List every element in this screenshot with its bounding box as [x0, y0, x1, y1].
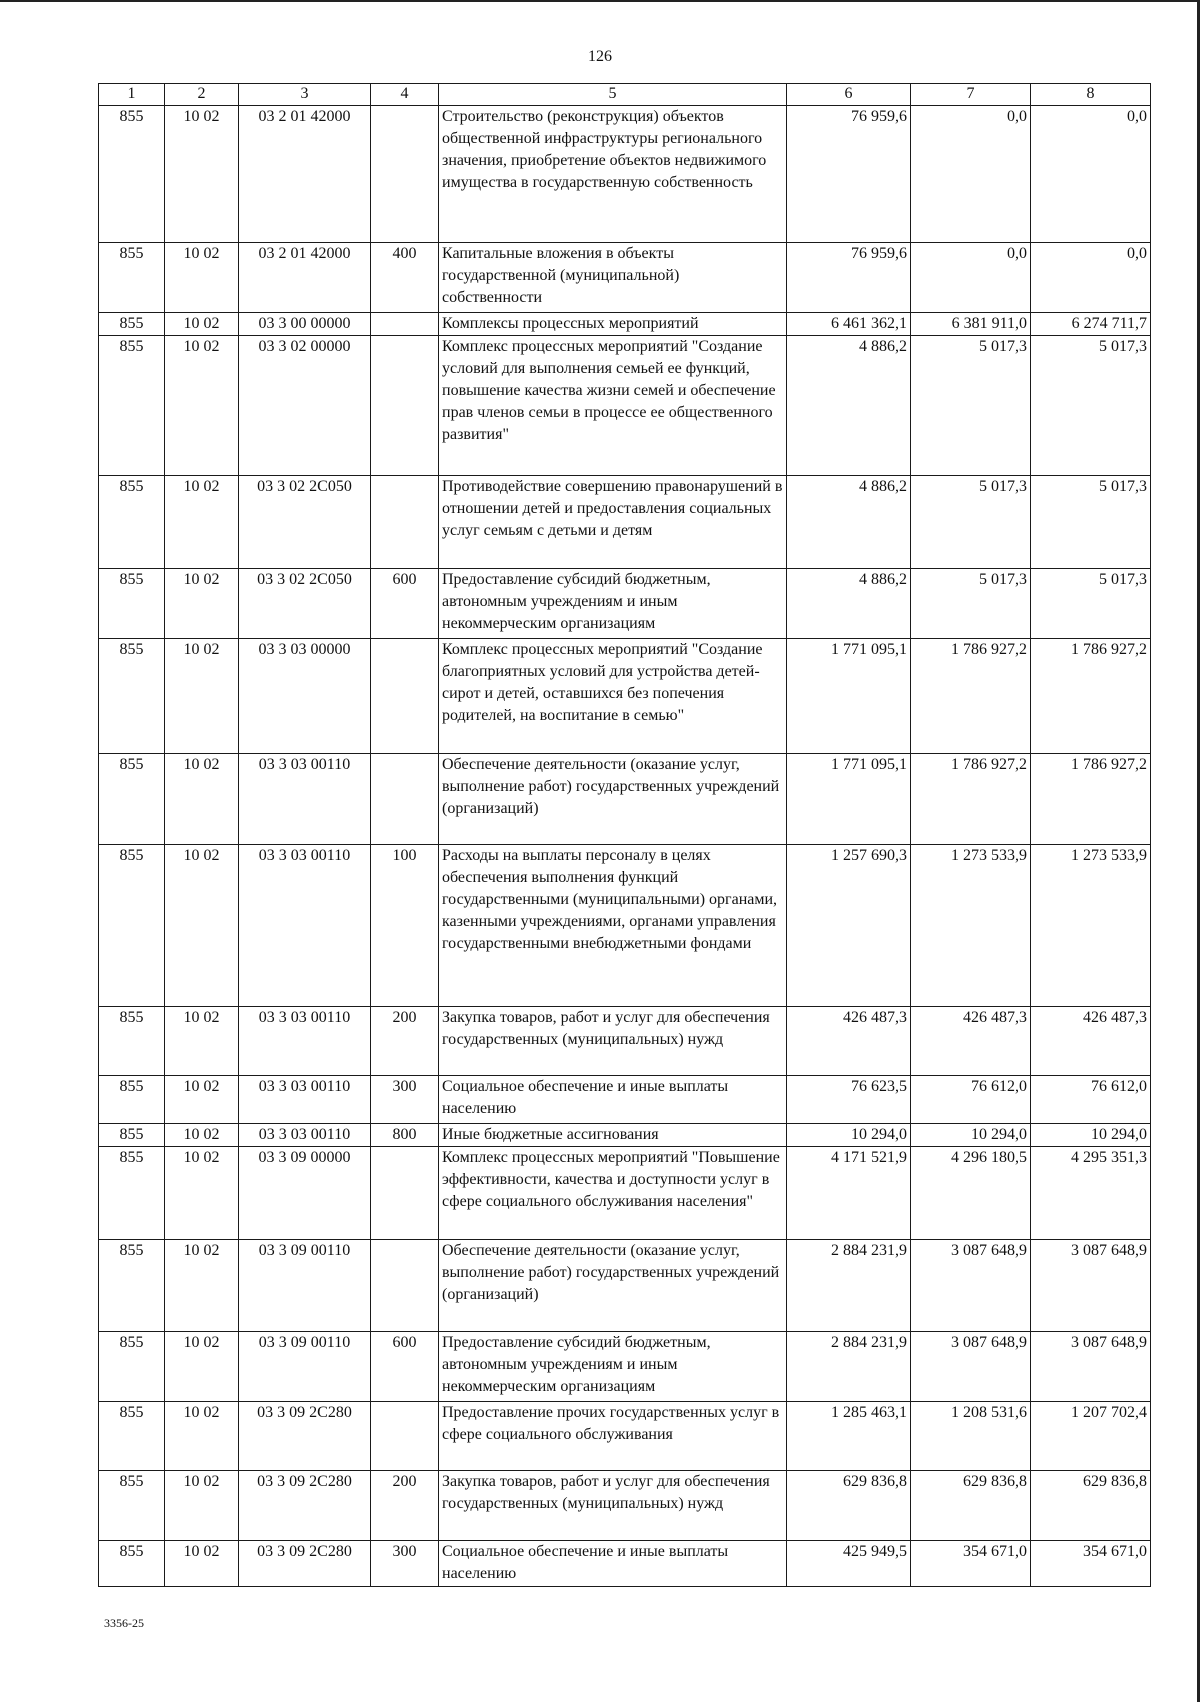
cell-amount-year2: 5 017,3	[911, 336, 1031, 476]
cell-name: Противодействие совершению правонарушений в отношении детей и предоставления социальных услуг семьям с детьми и детям	[439, 476, 787, 569]
cell-target-article: 03 3 02 2C050	[239, 476, 371, 569]
cell-amount-year1: 629 836,8	[787, 1471, 911, 1541]
cell-target-article: 03 3 02 2C050	[239, 569, 371, 639]
cell-name: Обеспечение деятельности (оказание услуг, выполнение работ) государственных учреждений (организаций)	[439, 1240, 787, 1332]
column-header: 8	[1031, 84, 1151, 106]
cell-amount-year2: 1 786 927,2	[911, 639, 1031, 754]
cell-ministry-code: 855	[99, 1076, 165, 1124]
cell-amount-year1: 76 623,5	[787, 1076, 911, 1124]
cell-expense-type	[371, 1402, 439, 1471]
cell-amount-year2: 426 487,3	[911, 1007, 1031, 1076]
cell-amount-year1: 4 886,2	[787, 476, 911, 569]
cell-ministry-code: 855	[99, 639, 165, 754]
cell-target-article: 03 3 03 00110	[239, 1007, 371, 1076]
cell-amount-year1: 1 771 095,1	[787, 754, 911, 845]
cell-ministry-code: 855	[99, 1541, 165, 1587]
table-row	[99, 754, 1151, 845]
column-header: 5	[439, 84, 787, 106]
cell-target-article: 03 3 02 00000	[239, 336, 371, 476]
table-row	[99, 1076, 1151, 1124]
cell-amount-year1: 1 285 463,1	[787, 1402, 911, 1471]
cell-section: 10 02	[165, 639, 239, 754]
cell-target-article: 03 2 01 42000	[239, 106, 371, 243]
column-header: 3	[239, 84, 371, 106]
cell-expense-type: 200	[371, 1007, 439, 1076]
cell-amount-year1: 76 959,6	[787, 106, 911, 243]
table-row	[99, 1240, 1151, 1332]
cell-expense-type	[371, 754, 439, 845]
table-row	[99, 1332, 1151, 1402]
cell-section: 10 02	[165, 1124, 239, 1147]
cell-amount-year2: 76 612,0	[911, 1076, 1031, 1124]
cell-amount-year1: 2 884 231,9	[787, 1332, 911, 1402]
cell-name: Комплекс процессных мероприятий "Создание благоприятных условий для устройства детей-сирот и детей, оставшихся без попечения родителей, на воспитание в семью"	[439, 639, 787, 754]
cell-amount-year3: 10 294,0	[1031, 1124, 1151, 1147]
cell-target-article: 03 3 09 2C280	[239, 1471, 371, 1541]
table-row	[99, 569, 1151, 639]
cell-ministry-code: 855	[99, 243, 165, 313]
table-row	[99, 106, 1151, 243]
cell-expense-type: 600	[371, 1332, 439, 1402]
table-row	[99, 639, 1151, 754]
cell-expense-type: 400	[371, 243, 439, 313]
cell-amount-year2: 4 296 180,5	[911, 1147, 1031, 1240]
table-row	[99, 336, 1151, 476]
cell-amount-year3: 0,0	[1031, 106, 1151, 243]
cell-target-article: 03 3 09 2C280	[239, 1402, 371, 1471]
table-row	[99, 313, 1151, 336]
cell-name: Предоставление субсидий бюджетным, автономным учреждениям и иным некоммерческим организациям	[439, 1332, 787, 1402]
cell-amount-year3: 5 017,3	[1031, 569, 1151, 639]
cell-section: 10 02	[165, 1147, 239, 1240]
scan-edge-top	[0, 0, 1200, 2]
cell-amount-year1: 4 171 521,9	[787, 1147, 911, 1240]
cell-ministry-code: 855	[99, 754, 165, 845]
table-header-row	[99, 84, 1151, 106]
cell-name: Закупка товаров, работ и услуг для обеспечения государственных (муниципальных) нужд	[439, 1471, 787, 1541]
table-row	[99, 1124, 1151, 1147]
cell-ministry-code: 855	[99, 1332, 165, 1402]
cell-target-article: 03 2 01 42000	[239, 243, 371, 313]
table-row	[99, 476, 1151, 569]
cell-amount-year3: 1 786 927,2	[1031, 639, 1151, 754]
cell-amount-year3: 3 087 648,9	[1031, 1240, 1151, 1332]
cell-amount-year1: 6 461 362,1	[787, 313, 911, 336]
cell-amount-year3: 6 274 711,7	[1031, 313, 1151, 336]
cell-amount-year3: 354 671,0	[1031, 1541, 1151, 1587]
cell-amount-year3: 426 487,3	[1031, 1007, 1151, 1076]
cell-expense-type	[371, 336, 439, 476]
cell-amount-year2: 1 208 531,6	[911, 1402, 1031, 1471]
cell-amount-year2: 6 381 911,0	[911, 313, 1031, 336]
cell-amount-year3: 1 207 702,4	[1031, 1402, 1151, 1471]
cell-amount-year2: 1 786 927,2	[911, 754, 1031, 845]
cell-name: Закупка товаров, работ и услуг для обеспечения государственных (муниципальных) нужд	[439, 1007, 787, 1076]
cell-ministry-code: 855	[99, 1402, 165, 1471]
cell-target-article: 03 3 03 00000	[239, 639, 371, 754]
cell-section: 10 02	[165, 1541, 239, 1587]
cell-expense-type	[371, 639, 439, 754]
cell-amount-year1: 4 886,2	[787, 569, 911, 639]
cell-ministry-code: 855	[99, 845, 165, 1007]
cell-expense-type	[371, 476, 439, 569]
cell-expense-type: 300	[371, 1541, 439, 1587]
cell-amount-year2: 1 273 533,9	[911, 845, 1031, 1007]
cell-amount-year1: 10 294,0	[787, 1124, 911, 1147]
cell-name: Социальное обеспечение и иные выплаты населению	[439, 1541, 787, 1587]
cell-name: Предоставление прочих государственных услуг в сфере социального обслуживания	[439, 1402, 787, 1471]
column-header: 1	[99, 84, 165, 106]
cell-amount-year2: 3 087 648,9	[911, 1332, 1031, 1402]
cell-name: Предоставление субсидий бюджетным, автономным учреждениям и иным некоммерческим организациям	[439, 569, 787, 639]
cell-name: Расходы на выплаты персоналу в целях обеспечения выполнения функций государственными (муниципальными) органами, казенными учреждениями, органами управления государственными внебюджетными фондами	[439, 845, 787, 1007]
cell-amount-year3: 5 017,3	[1031, 336, 1151, 476]
cell-name: Комплекс процессных мероприятий "Повышение эффективности, качества и доступности услуг в сфере социального обслуживания населения"	[439, 1147, 787, 1240]
cell-amount-year1: 2 884 231,9	[787, 1240, 911, 1332]
cell-amount-year3: 4 295 351,3	[1031, 1147, 1151, 1240]
column-header: 6	[787, 84, 911, 106]
cell-expense-type	[371, 313, 439, 336]
cell-name: Обеспечение деятельности (оказание услуг, выполнение работ) государственных учреждений (организаций)	[439, 754, 787, 845]
cell-target-article: 03 3 09 00110	[239, 1332, 371, 1402]
cell-amount-year2: 354 671,0	[911, 1541, 1031, 1587]
cell-section: 10 02	[165, 1332, 239, 1402]
cell-expense-type: 100	[371, 845, 439, 1007]
cell-target-article: 03 3 09 00110	[239, 1240, 371, 1332]
cell-ministry-code: 855	[99, 1124, 165, 1147]
cell-section: 10 02	[165, 1007, 239, 1076]
table-row	[99, 845, 1151, 1007]
cell-target-article: 03 3 03 00110	[239, 1076, 371, 1124]
cell-name: Капитальные вложения в объекты государственной (муниципальной) собственности	[439, 243, 787, 313]
cell-name: Комплекс процессных мероприятий "Создание условий для выполнения семьей ее функций, повышение качества жизни семей и обеспечение прав членов семьи в процессе ее общественного развития"	[439, 336, 787, 476]
cell-ministry-code: 855	[99, 569, 165, 639]
cell-amount-year3: 5 017,3	[1031, 476, 1151, 569]
cell-expense-type	[371, 1240, 439, 1332]
cell-expense-type	[371, 1147, 439, 1240]
cell-expense-type: 200	[371, 1471, 439, 1541]
cell-ministry-code: 855	[99, 313, 165, 336]
cell-ministry-code: 855	[99, 1147, 165, 1240]
cell-expense-type	[371, 106, 439, 243]
cell-amount-year2: 10 294,0	[911, 1124, 1031, 1147]
cell-amount-year2: 629 836,8	[911, 1471, 1031, 1541]
document-code: 3356-25	[104, 1616, 144, 1630]
cell-name: Социальное обеспечение и иные выплаты населению	[439, 1076, 787, 1124]
cell-section: 10 02	[165, 1471, 239, 1541]
cell-ministry-code: 855	[99, 1471, 165, 1541]
cell-ministry-code: 855	[99, 1240, 165, 1332]
cell-expense-type: 600	[371, 569, 439, 639]
cell-section: 10 02	[165, 754, 239, 845]
page-number: 126	[588, 48, 612, 65]
cell-amount-year1: 1 771 095,1	[787, 639, 911, 754]
cell-section: 10 02	[165, 569, 239, 639]
cell-amount-year1: 76 959,6	[787, 243, 911, 313]
cell-target-article: 03 3 09 2C280	[239, 1541, 371, 1587]
cell-amount-year1: 425 949,5	[787, 1541, 911, 1587]
cell-section: 10 02	[165, 243, 239, 313]
cell-section: 10 02	[165, 336, 239, 476]
cell-target-article: 03 3 03 00110	[239, 1124, 371, 1147]
cell-amount-year3: 76 612,0	[1031, 1076, 1151, 1124]
cell-target-article: 03 3 03 00110	[239, 845, 371, 1007]
cell-expense-type: 300	[371, 1076, 439, 1124]
cell-amount-year3: 629 836,8	[1031, 1471, 1151, 1541]
cell-name: Комплексы процессных мероприятий	[439, 313, 787, 336]
cell-target-article: 03 3 03 00110	[239, 754, 371, 845]
table-row	[99, 1007, 1151, 1076]
cell-section: 10 02	[165, 845, 239, 1007]
column-header: 4	[371, 84, 439, 106]
table-row	[99, 1402, 1151, 1471]
cell-name: Строительство (реконструкция) объектов общественной инфраструктуры регионального значения, приобретение объектов недвижимого имущества в государственную собственность	[439, 106, 787, 243]
cell-name: Иные бюджетные ассигнования	[439, 1124, 787, 1147]
column-header: 7	[911, 84, 1031, 106]
budget-table	[98, 83, 1151, 1587]
cell-amount-year2: 3 087 648,9	[911, 1240, 1031, 1332]
cell-ministry-code: 855	[99, 1007, 165, 1076]
column-header: 2	[165, 84, 239, 106]
cell-amount-year1: 426 487,3	[787, 1007, 911, 1076]
table-row	[99, 243, 1151, 313]
cell-amount-year3: 3 087 648,9	[1031, 1332, 1151, 1402]
cell-amount-year2: 0,0	[911, 106, 1031, 243]
cell-amount-year3: 1 786 927,2	[1031, 754, 1151, 845]
cell-amount-year1: 1 257 690,3	[787, 845, 911, 1007]
cell-section: 10 02	[165, 1076, 239, 1124]
cell-target-article: 03 3 09 00000	[239, 1147, 371, 1240]
cell-amount-year3: 1 273 533,9	[1031, 845, 1151, 1007]
table-row	[99, 1147, 1151, 1240]
cell-ministry-code: 855	[99, 336, 165, 476]
cell-amount-year1: 4 886,2	[787, 336, 911, 476]
cell-ministry-code: 855	[99, 106, 165, 243]
cell-ministry-code: 855	[99, 476, 165, 569]
cell-amount-year3: 0,0	[1031, 243, 1151, 313]
cell-target-article: 03 3 00 00000	[239, 313, 371, 336]
table-row	[99, 1471, 1151, 1541]
cell-section: 10 02	[165, 313, 239, 336]
cell-expense-type: 800	[371, 1124, 439, 1147]
cell-amount-year2: 0,0	[911, 243, 1031, 313]
cell-section: 10 02	[165, 1402, 239, 1471]
table-row	[99, 1541, 1151, 1587]
cell-section: 10 02	[165, 106, 239, 243]
cell-amount-year2: 5 017,3	[911, 476, 1031, 569]
cell-section: 10 02	[165, 476, 239, 569]
cell-section: 10 02	[165, 1240, 239, 1332]
cell-amount-year2: 5 017,3	[911, 569, 1031, 639]
